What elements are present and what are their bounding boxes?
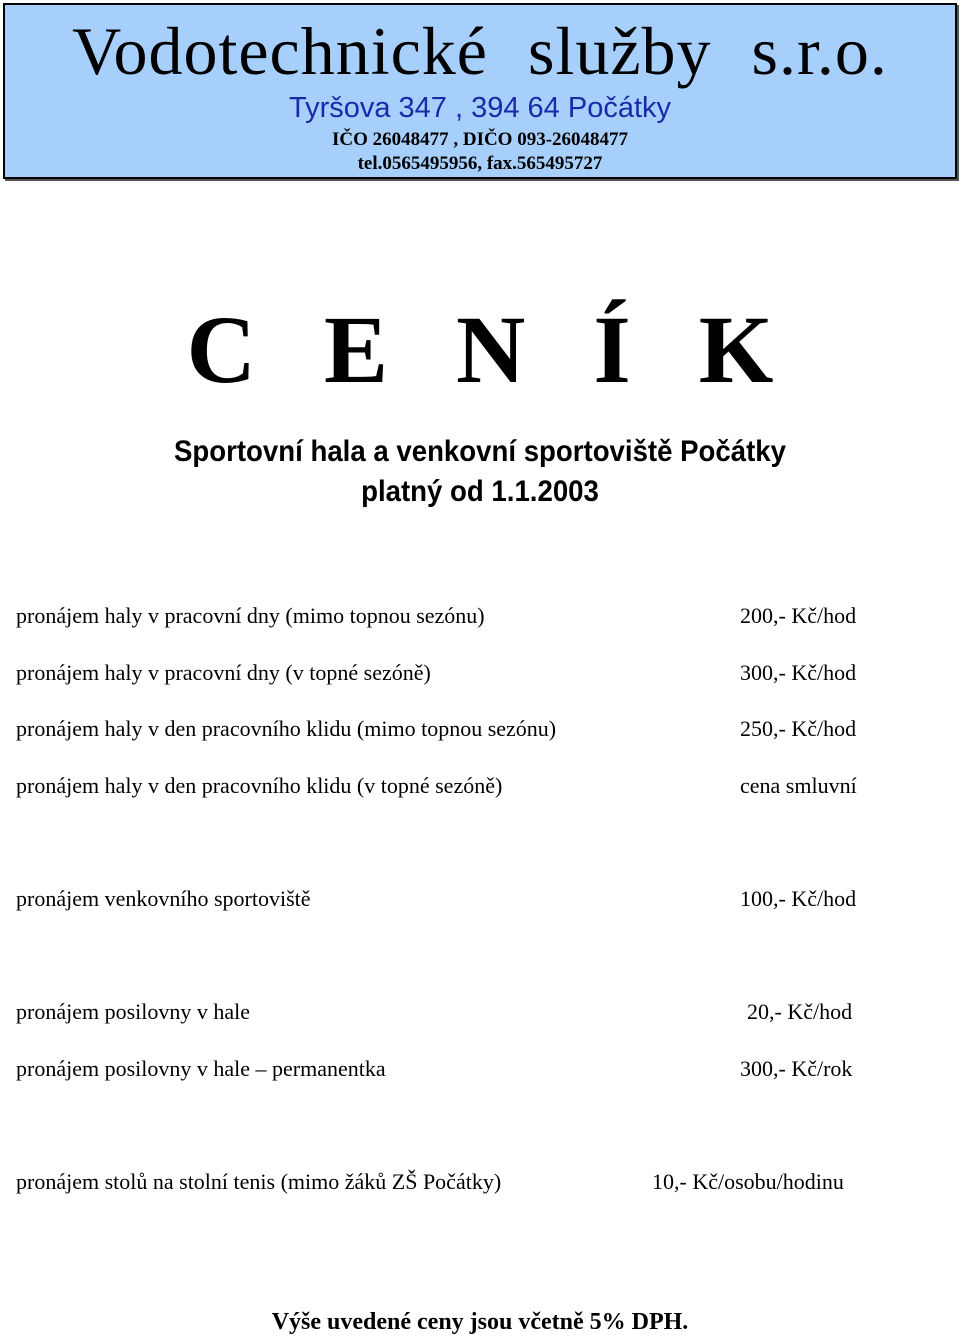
price-value: cena smluvní <box>740 773 857 798</box>
price-value: 300,- Kč/hod <box>740 660 857 685</box>
price-label: pronájem venkovního sportoviště <box>16 886 311 911</box>
price-label: pronájem haly v pracovní dny (v topné sezóně) <box>16 660 431 685</box>
validity-date: platný od 1.1.2003 <box>361 475 599 508</box>
price-row <box>0 770 960 802</box>
price-value: 20,- Kč/hod <box>747 999 853 1024</box>
company-address: Tyršova 347 , 394 64 Počátky <box>288 92 672 124</box>
page-title: C E N Í K <box>186 296 796 403</box>
price-value: 250,- Kč/hod <box>740 716 857 741</box>
company-header <box>3 3 957 179</box>
page-subtitle: Sportovní hala a venkovní sportoviště Počátky <box>173 435 786 468</box>
price-row <box>0 1053 960 1085</box>
company-name: Vodotechnické služby s.r.o. <box>72 13 888 89</box>
price-row <box>0 657 960 689</box>
price-value: 10,- Kč/osobu/hodinu <box>652 1169 844 1194</box>
price-row <box>0 713 960 745</box>
vat-note: Výše uvedené ceny jsou včetně 5% DPH. <box>271 1309 689 1335</box>
price-value: 300,- Kč/rok <box>740 1056 853 1081</box>
price-row <box>0 996 960 1028</box>
price-label: pronájem posilovny v hale <box>16 999 251 1024</box>
outdoor-price-row <box>0 883 960 915</box>
company-ids: IČO 26048477 , DIČO 093-26048477 <box>331 129 629 150</box>
price-value: 100,- Kč/hod <box>740 886 857 911</box>
price-value: 200,- Kč/hod <box>740 603 857 628</box>
price-label: pronájem haly v den pracovního klidu (mimo topnou sezónu) <box>16 716 557 741</box>
price-row <box>0 600 960 632</box>
price-label: pronájem haly v den pracovního klidu (v topné sezóně) <box>16 773 503 798</box>
price-label: pronájem haly v pracovní dny (mimo topnou sezónu) <box>16 603 485 628</box>
company-contact: tel.0565495956, fax.565495727 <box>357 153 603 174</box>
table-tennis-price-row <box>0 1166 960 1198</box>
price-label: pronájem stolů na stolní tenis (mimo žáků ZŠ Počátky) <box>16 1169 502 1194</box>
price-label: pronájem posilovny v hale – permanentka <box>16 1056 386 1081</box>
